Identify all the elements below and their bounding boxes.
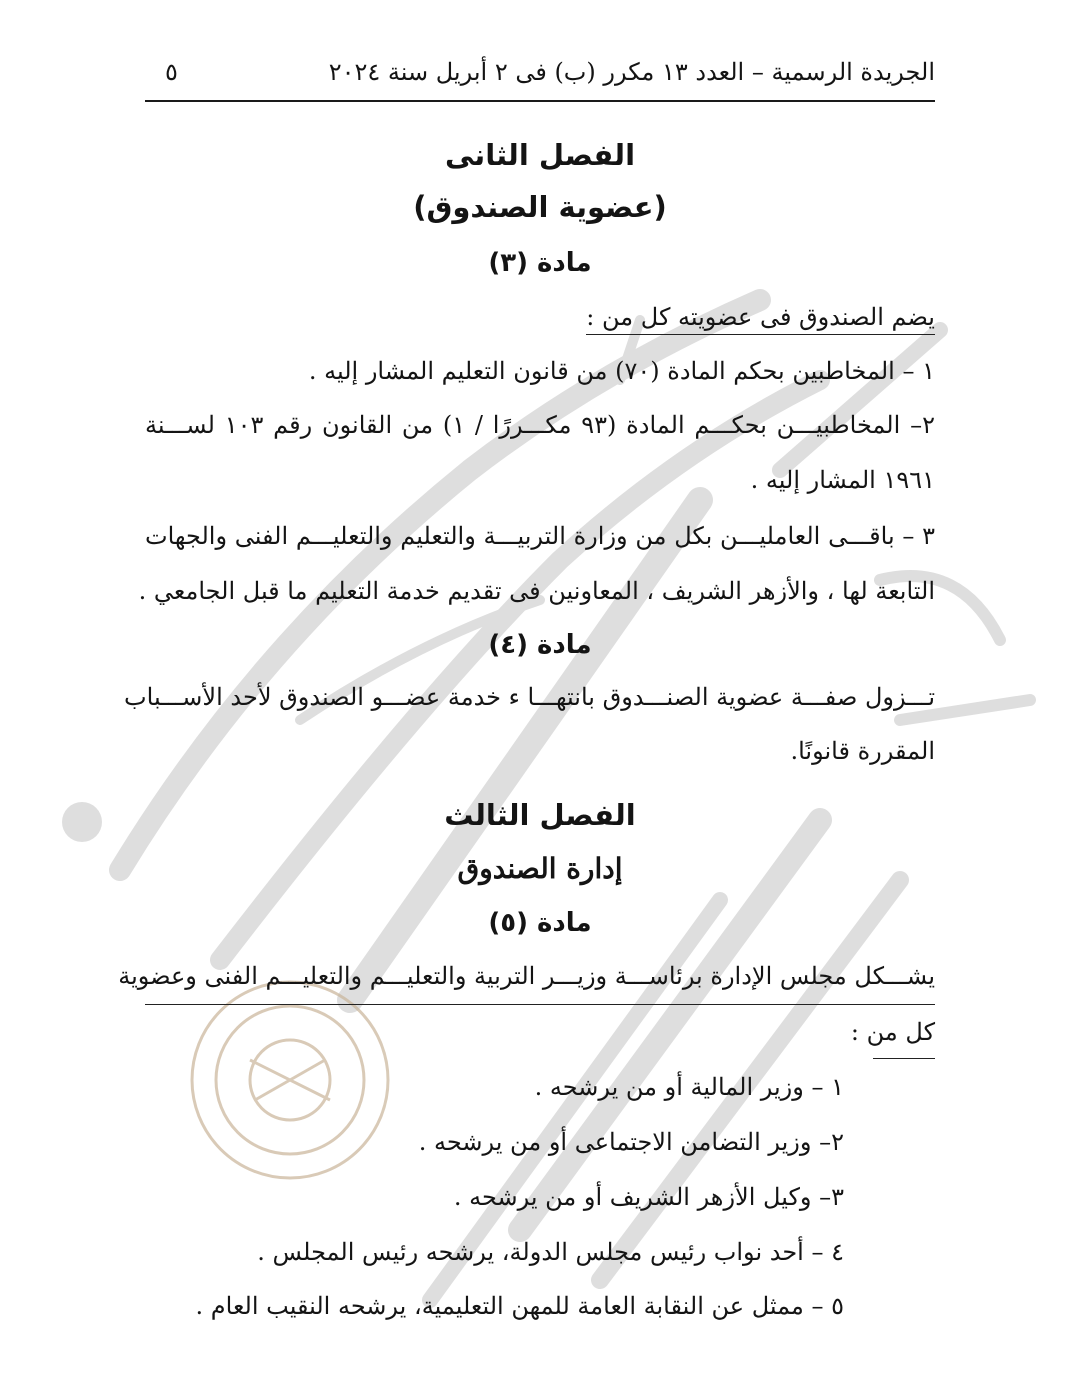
- article-5-line-2: كل من :: [850, 1018, 935, 1046]
- article-5-item-3: ٣– وكيل الأزهر الشريف أو من يرشحه .: [453, 1183, 844, 1211]
- page-header: [145, 52, 935, 98]
- article-5-item-2: ٢– وزير التضامن الاجتماعى أو من يرشحه .: [418, 1128, 844, 1156]
- article-5-item-4: ٤ – أحد نواب رئيس مجلس الدولة، يرشحه رئيس المجلس .: [257, 1238, 844, 1266]
- article-4-heading: مادة (٤): [488, 630, 592, 660]
- article-5-line-1: يشـــكل مجلس الإدارة برئاســـة وزيـــر التربية والتعليـــم والتعليـــم الفنى وعضوية: [118, 962, 935, 990]
- article-5-line-2-underline: [873, 1058, 935, 1059]
- page-number: ٥: [165, 58, 178, 86]
- article-5-line-1-underline: [145, 1004, 935, 1005]
- chapter-2-subtitle: (عضوية الصندوق): [413, 190, 667, 224]
- chapter-3-title: الفصل الثالث: [444, 798, 636, 832]
- article-3-item-1: ١ – المخاطبين بحكم المادة (٧٠) من قانون التعليم المشار إليه .: [308, 357, 935, 385]
- article-3-item-2-line-2: ١٩٦١ المشار إليه .: [750, 466, 935, 494]
- article-4-line-2: المقررة قانونًا.: [790, 737, 935, 765]
- chapter-2-title: الفصل الثانى: [444, 138, 636, 172]
- article-3-item-2-line-1: ٢– المخاطبيـــن بحكـــم المادة (٩٣ مكـــررًا / ١) من القانون رقم ١٠٣ لســـنة: [145, 411, 935, 439]
- gazette-header-title: الجريدة الرسمية – العدد ١٣ مكرر (ب) فى ٢ أبريل سنة ٢٠٢٤: [328, 58, 935, 86]
- header-divider: [145, 100, 935, 102]
- article-4-line-1: تـــزول صفـــة عضوية الصنـــدوق بانتهـــا ء خدمة عضـــو الصندوق لأحد الأســـباب: [124, 683, 935, 711]
- article-3-heading: مادة (٣): [488, 248, 592, 278]
- article-3-item-3-line-2: التابعة لها ، والأزهر الشريف ، المعاونين فى تقديم خدمة التعليم ما قبل الجامعي .: [138, 577, 935, 605]
- article-5-heading: مادة (٥): [488, 908, 592, 938]
- chapter-3-subtitle: إدارة الصندوق: [457, 852, 623, 885]
- article-3-intro: يضم الصندوق فى عضويته كل من :: [586, 303, 935, 331]
- article-5-item-5: ٥ – ممثل عن النقابة العامة للمهن التعليمية، يرشحه النقيب العام .: [195, 1292, 844, 1320]
- article-5-item-1: ١ – وزير المالية أو من يرشحه .: [534, 1073, 844, 1101]
- article-3-item-3-line-1: ٣ – باقـــى العامليـــن بكل من وزارة التربيـــة والتعليم والتعليـــم الفنى والجهات: [145, 522, 935, 550]
